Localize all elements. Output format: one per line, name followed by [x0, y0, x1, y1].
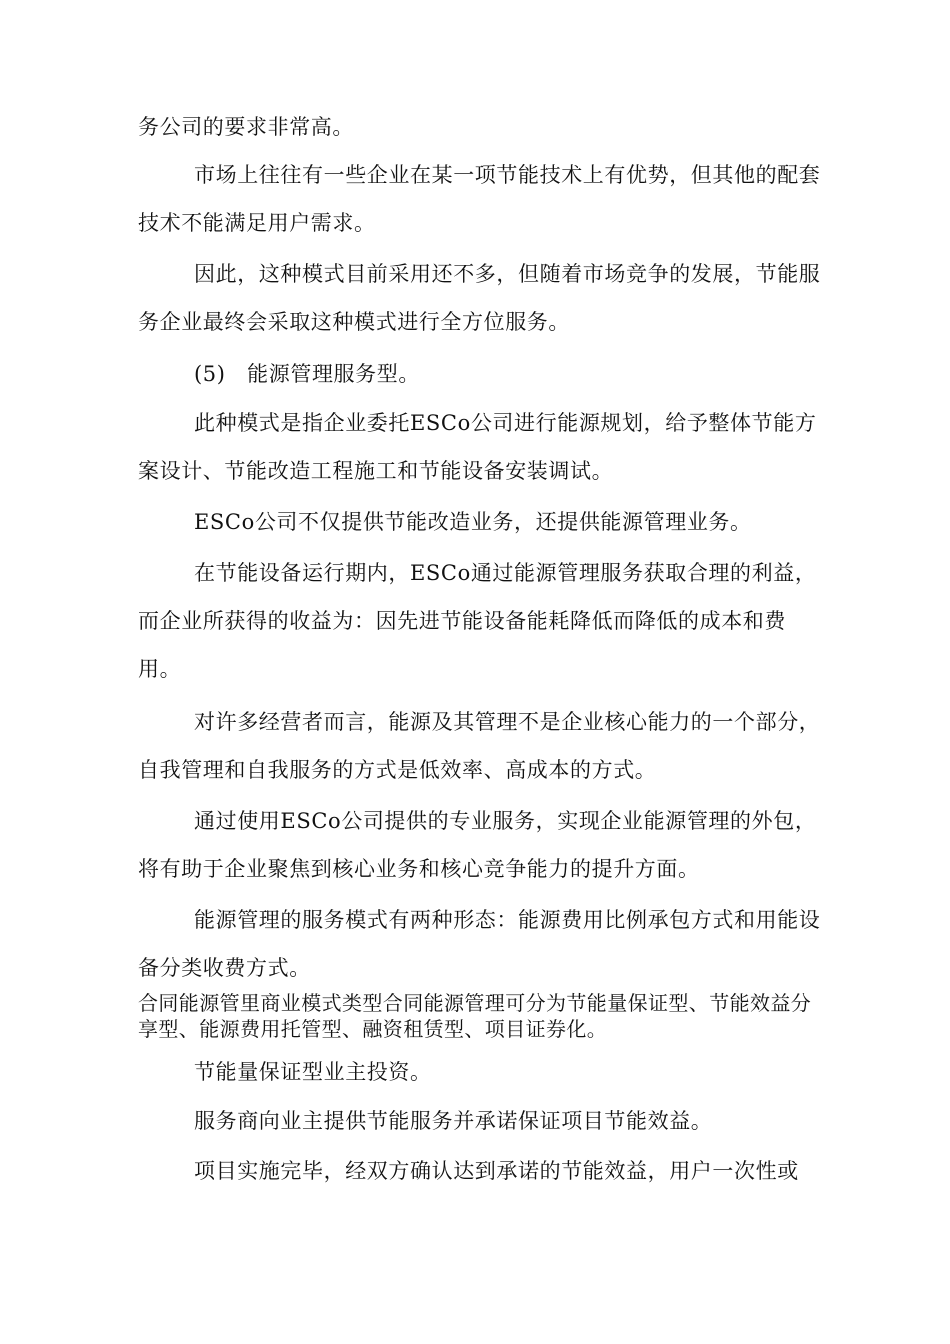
paragraph: 能源管理的服务模式有两种形态：能源费用比例承包方式和用能设备分类收费方式。 — [138, 908, 821, 980]
paragraph: 此种模式是指企业委托ESCo公司进行能源规划，给予整体节能方案设计、节能改造工程施工和节能设备安装调试。 — [138, 411, 817, 483]
paragraph: 项目实施完毕，经双方确认达到承诺的节能效益，用户一次性或 — [194, 1159, 799, 1183]
paragraph: 对许多经营者而言，能源及其管理不是企业核心能力的一个部分，自我管理和自我服务的方式是低效率、高成本的方式。 — [138, 710, 821, 782]
paragraph: 节能量保证型业主投资。 — [194, 1060, 432, 1084]
paragraph: 因此，这种模式目前采用还不多，但随着市场竞争的发展，节能服务企业最终会采取这种模式进行全方位服务。 — [138, 262, 821, 334]
paragraph: 市场上往往有一些企业在某一项节能技术上有优势，但其他的配套技术不能满足用户需求。 — [138, 163, 821, 235]
paragraph: 务公司的要求非常高。 — [138, 115, 354, 139]
paragraph: ESCo公司不仅提供节能改造业务，还提供能源管理业务。 — [194, 510, 752, 534]
paragraph: 在节能设备运行期内，ESCo通过能源管理服务获取合理的利益，而企业所获得的收益为：因先进节能设备能耗降低而降低的成本和费用。 — [138, 561, 817, 681]
section-heading: (5) 能源管理服务型。 — [194, 362, 420, 386]
paragraph: 通过使用ESCo公司提供的专业服务，实现企业能源管理的外包，将有助于企业聚焦到核心业务和核心竞争能力的提升方面。 — [138, 809, 817, 881]
paragraph: 合同能源管里商业模式类型合同能源管理可分为节能量保证型、节能效益分享型、能源费用托管型、融资租赁型、项目证券化。 — [138, 991, 812, 1041]
paragraph: 服务商向业主提供节能服务并承诺保证项目节能效益。 — [194, 1109, 713, 1133]
